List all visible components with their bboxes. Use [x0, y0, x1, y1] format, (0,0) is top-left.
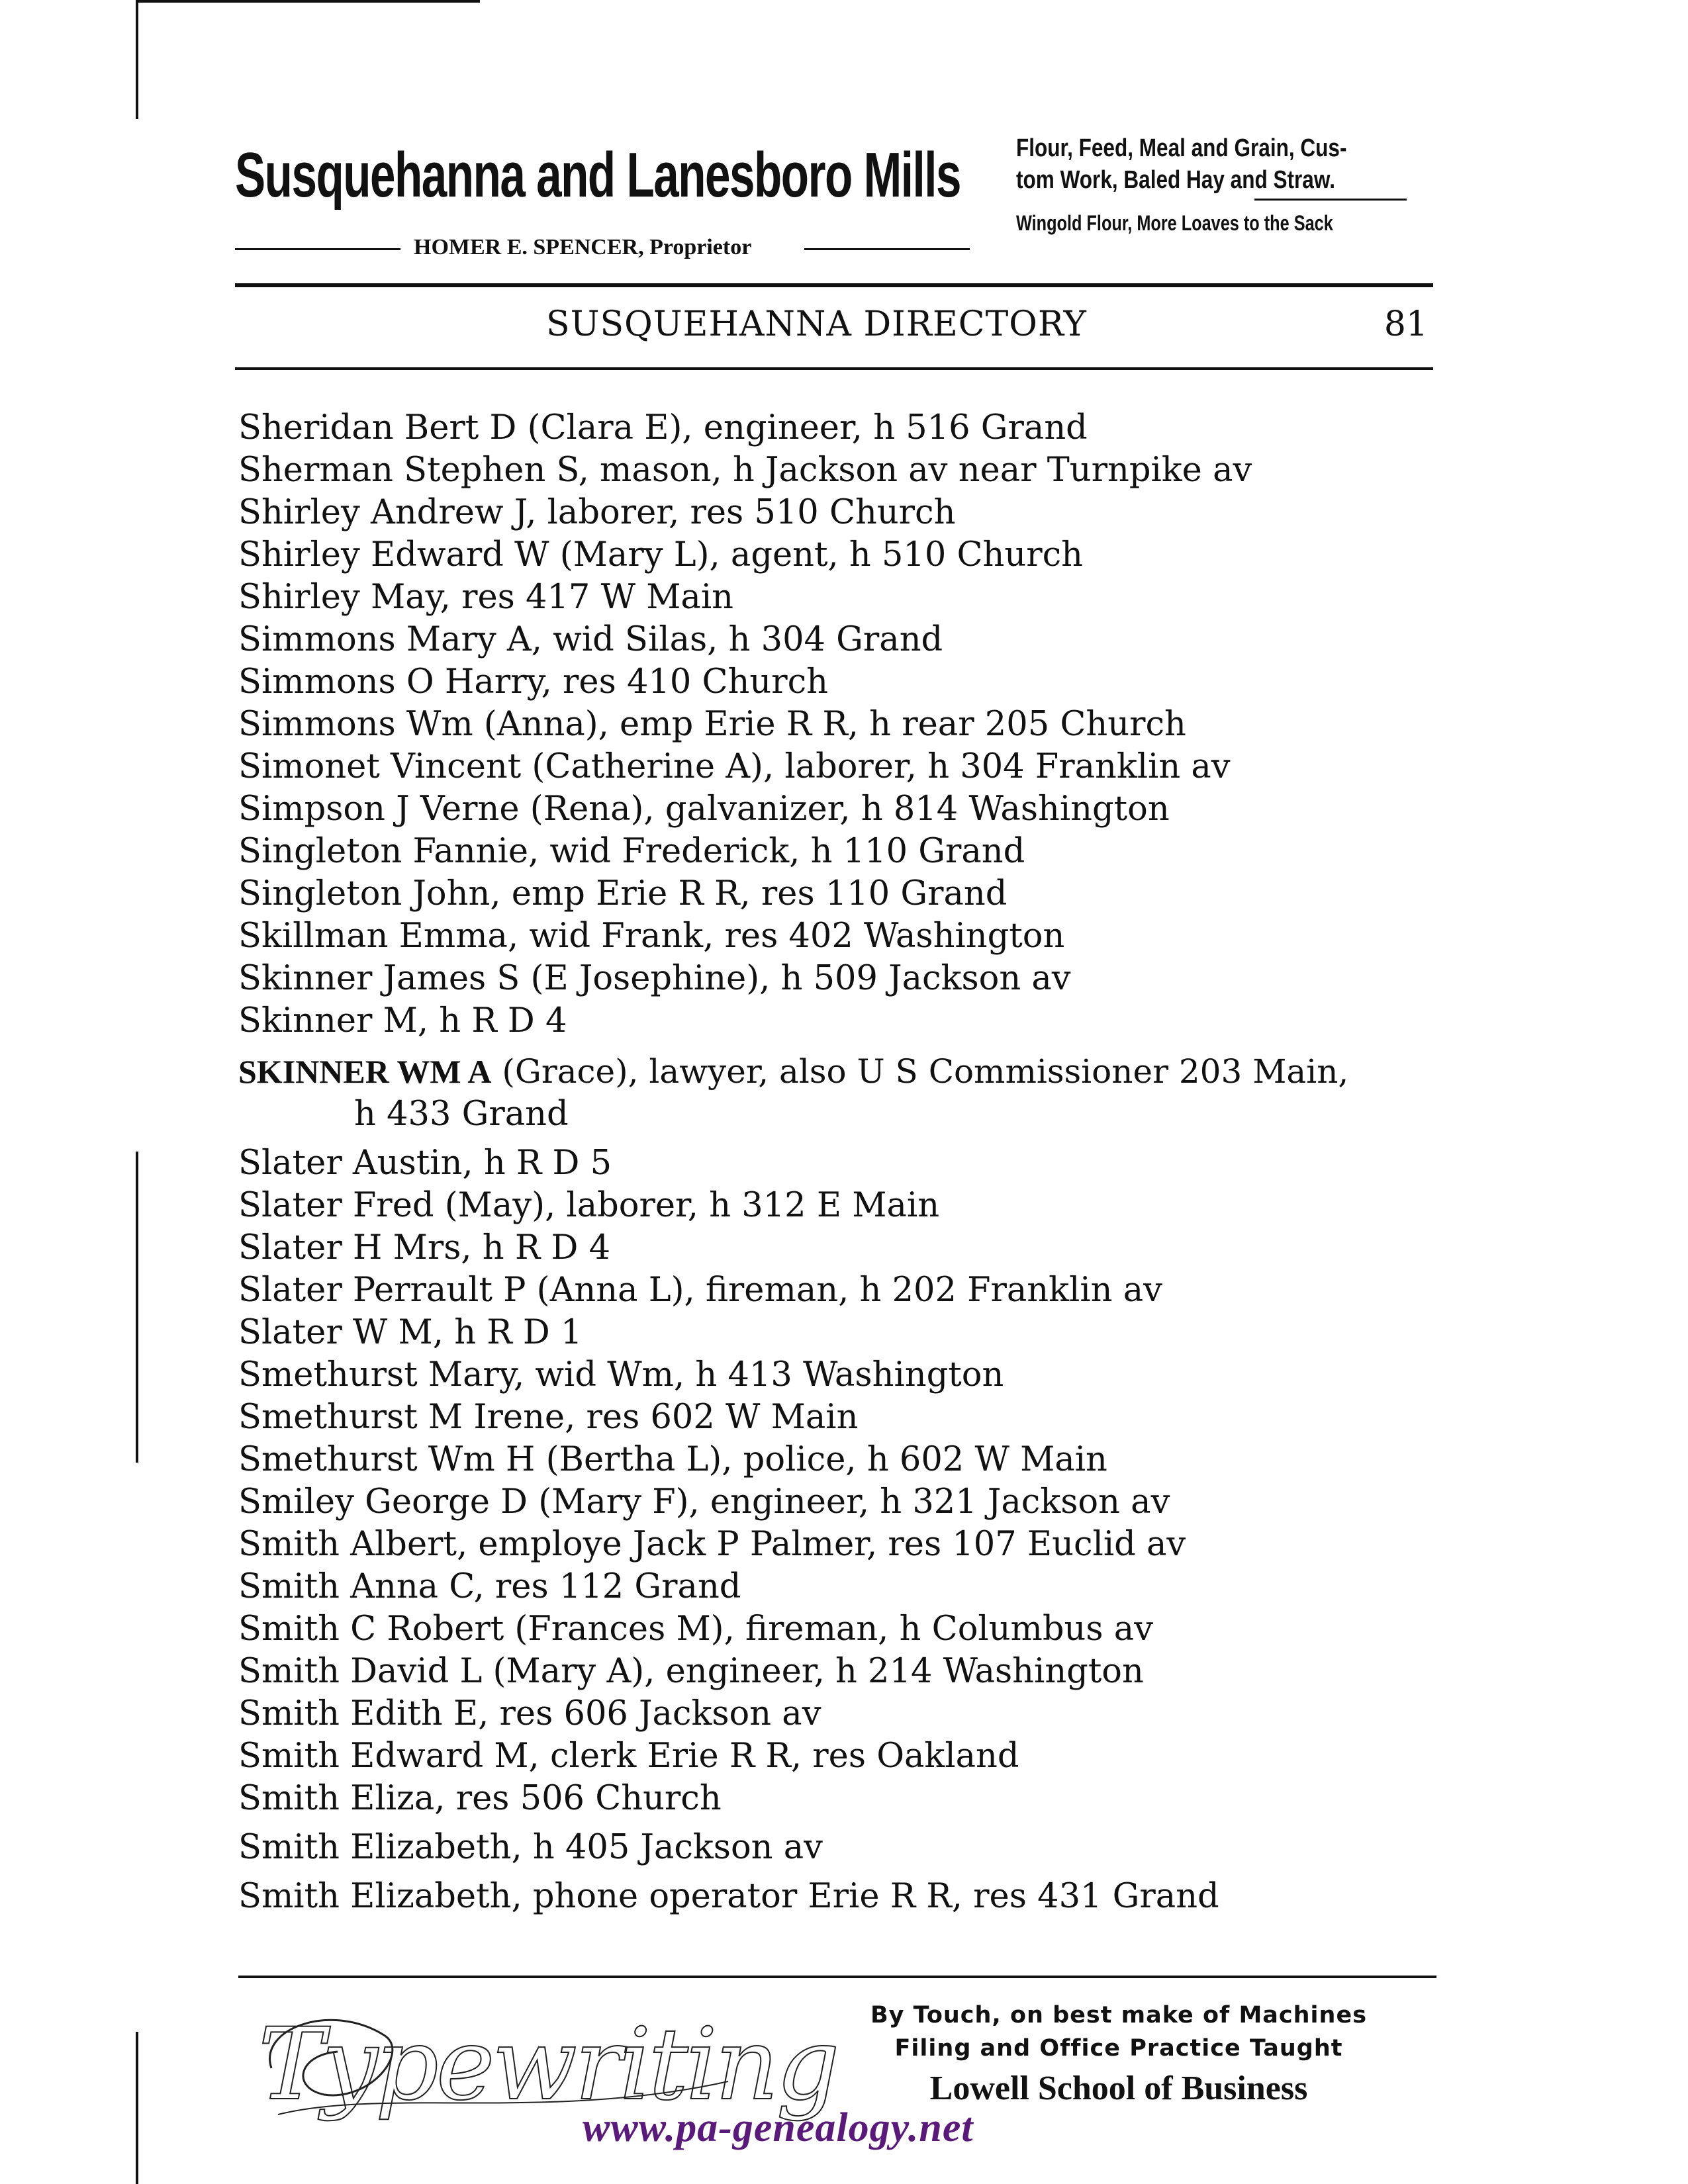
list-item: Skillman Emma, wid Frank, res 402 Washington: [238, 917, 1065, 956]
header-top-rule: [235, 283, 1433, 287]
list-item: Shirley Andrew J, laborer, res 510 Church: [238, 493, 956, 532]
list-item: Simmons Mary A, wid Silas, h 304 Grand: [238, 620, 943, 659]
ad-line-filing: Filing and Office Practice Taught: [894, 2035, 1343, 2062]
list-item: Skinner James S (E Josephine), h 509 Jackson av: [238, 959, 1071, 998]
list-item: Smith Albert, employe Jack P Palmer, res 107 Euclid av: [238, 1525, 1186, 1564]
list-item: Slater H Mrs, h R D 4: [238, 1228, 611, 1267]
flour-slogan: Wingold Flour, More Loaves to the Sack: [1016, 211, 1333, 235]
list-item: Smith C Robert (Frances M), fireman, h Columbus av: [238, 1610, 1154, 1649]
list-item: Simmons Wm (Anna), emp Erie R R, h rear 205 Church: [238, 705, 1186, 744]
proprietor-name: HOMER E. SPENCER, Proprietor: [414, 235, 752, 259]
watermark-url: www.pa-genealogy.net: [583, 2105, 974, 2150]
list-item: Singleton Fannie, wid Frederick, h 110 Grand: [238, 832, 1025, 871]
list-item: Singleton John, emp Erie R R, res 110 Grand: [238, 874, 1008, 913]
ad-line-touch: By Touch, on best make of Machines: [870, 2002, 1368, 2028]
school-name: Lowell School of Business: [929, 2070, 1308, 2107]
featured-entry-details: (Grace), lawyer, also U S Commissioner 203 Main,: [491, 1052, 1349, 1091]
proprietor-rule-left: [235, 248, 400, 250]
list-item: Simmons O Harry, res 410 Church: [238, 662, 829, 702]
featured-entry-name: SKINNER WM A: [238, 1053, 492, 1090]
list-item: Smethurst Mary, wid Wm, h 413 Washington: [238, 1355, 1004, 1394]
list-item: Smith Edward M, clerk Erie R R, res Oakland: [238, 1737, 1019, 1776]
list-item: Smiley George D (Mary F), engineer, h 321 Jackson av: [238, 1482, 1170, 1522]
list-item: Slater W M, h R D 1: [238, 1313, 583, 1352]
list-item: Slater Fred (May), laborer, h 312 E Main: [238, 1186, 940, 1225]
page-number: 81: [1383, 304, 1428, 344]
list-item: Simonet Vincent (Catherine A), laborer, h 304 Franklin av: [238, 747, 1231, 786]
featured-entry-continuation: h 433 Grand: [354, 1095, 569, 1134]
footer-rule: [238, 1976, 1436, 1978]
products-line-2: tom Work, Baled Hay and Straw.: [1016, 166, 1335, 194]
list-item: Sherman Stephen S, mason, h Jackson av near Turnpike av: [238, 451, 1252, 490]
scan-edge-left-bottom: [136, 2032, 138, 2184]
list-item: Slater Perrault P (Anna L), fireman, h 202 Franklin av: [238, 1271, 1162, 1310]
running-head: [235, 301, 1433, 347]
list-item: Smith Elizabeth, h 405 Jackson av: [238, 1828, 823, 1867]
typewriting-text: Typewriting: [258, 2007, 837, 2122]
list-item: Smethurst Wm H (Bertha L), police, h 602 W Main: [238, 1440, 1107, 1479]
list-item: Smith Edith E, res 606 Jackson av: [238, 1694, 821, 1733]
directory-entries: [238, 407, 1436, 1918]
mills-name: Susquehanna and Lanesboro Mills: [235, 140, 961, 210]
proprietor-rule-right: [804, 248, 970, 250]
header-bottom-rule: [235, 367, 1433, 370]
list-item: Shirley Edward W (Mary L), agent, h 510 Church: [238, 535, 1084, 574]
scan-edge-top: [136, 0, 480, 3]
list-item: Smith Eliza, res 506 Church: [238, 1779, 722, 1818]
directory-title: SUSQUEHANNA DIRECTORY: [546, 304, 1087, 344]
scan-edge-left-top: [136, 0, 138, 119]
scan-edge-left-mid: [136, 1152, 138, 1463]
business-school-ad: [821, 1999, 1417, 2113]
list-item: Smethurst M Irene, res 602 W Main: [238, 1398, 859, 1437]
list-item: Simpson J Verne (Rena), galvanizer, h 814 Washington: [238, 790, 1170, 829]
list-item: Smith Anna C, res 112 Grand: [238, 1567, 741, 1606]
featured-entry: [238, 1050, 1436, 1093]
list-item: Smith Elizabeth, phone operator Erie R R, res 431 Grand: [238, 1877, 1219, 1916]
top-advertisement: [235, 126, 1433, 268]
list-item: Slater Austin, h R D 5: [238, 1144, 612, 1183]
mill-products: [1016, 132, 1433, 239]
list-item: Sheridan Bert D (Clara E), engineer, h 516 Grand: [238, 408, 1088, 447]
proprietor-row: [235, 235, 970, 261]
list-item: Smith David L (Mary A), engineer, h 214 Washington: [238, 1652, 1144, 1691]
products-divider: [1254, 199, 1407, 201]
list-item: Shirley May, res 417 W Main: [238, 578, 733, 617]
products-line-1: Flour, Feed, Meal and Grain, Cus-: [1016, 134, 1347, 162]
list-item: Skinner M, h R D 4: [238, 1001, 567, 1040]
